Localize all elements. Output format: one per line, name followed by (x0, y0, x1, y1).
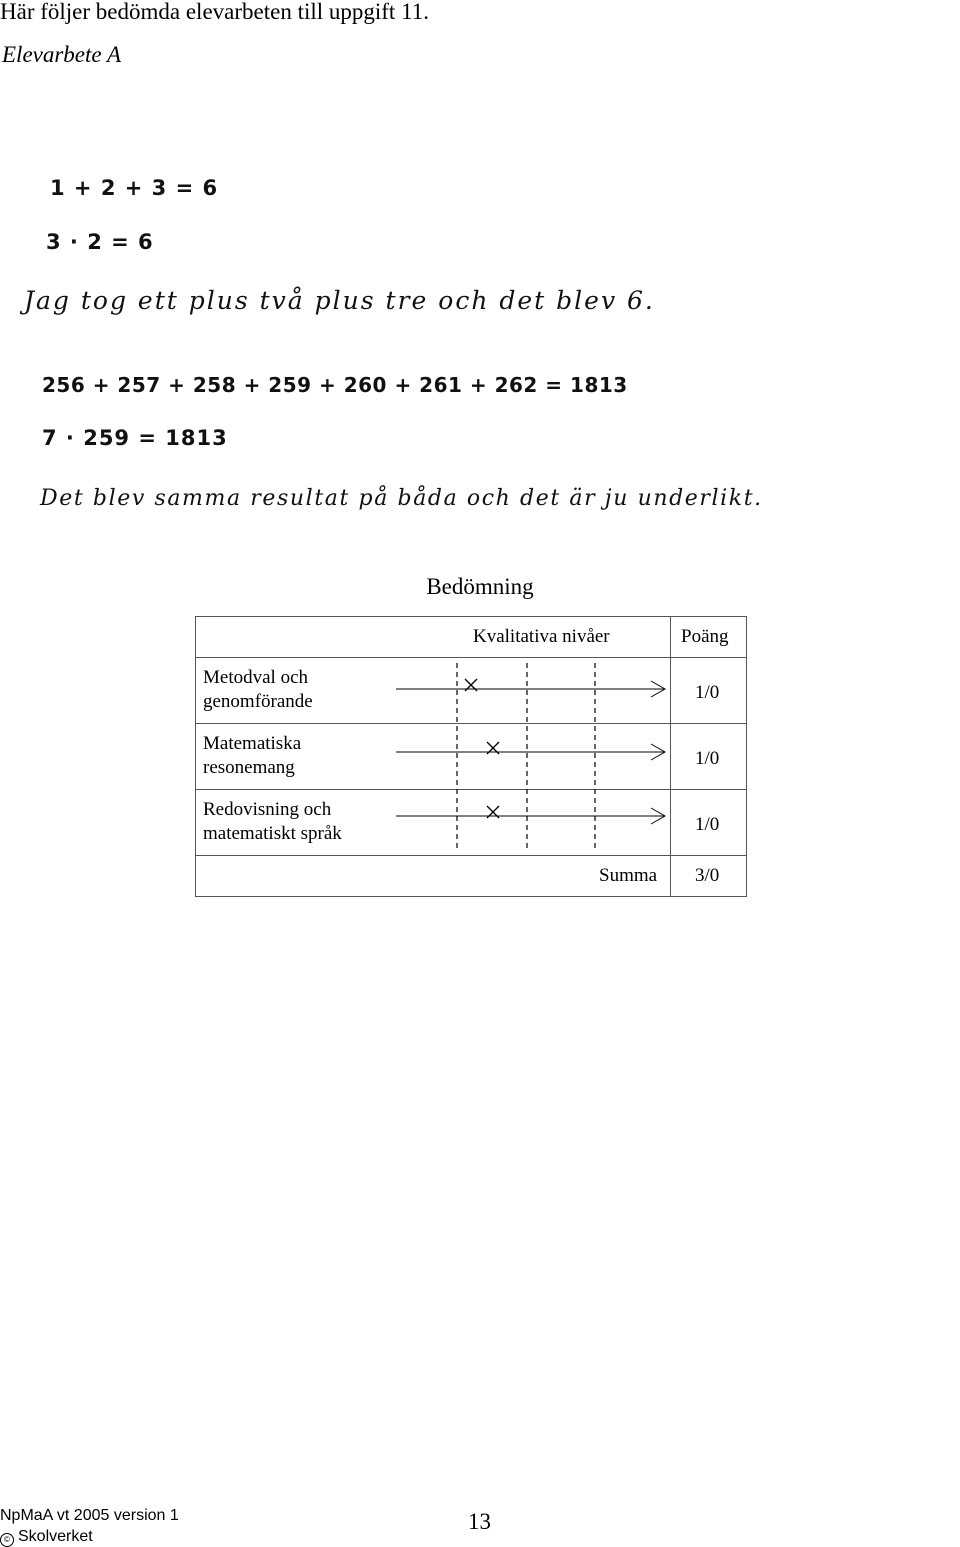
copyright-line (0, 1526, 179, 1547)
column-header-levels: Kvalitativa nivåer (473, 626, 610, 647)
intro-text: Här följer bedömda elevarbeten till uppgift 11. (0, 0, 429, 24)
sum-value: 3/0 (695, 865, 720, 886)
handwritten-sentence-1: Jag tog ett plus två plus tre och det blev 6. (24, 286, 655, 315)
row-label-method: Metodval och genomförande (203, 667, 313, 712)
copyright-holder: Skolverket (18, 1528, 93, 1545)
handwritten-equation-2: 3 · 2 = 6 (46, 230, 154, 254)
assessment-table (195, 616, 747, 897)
handwritten-sentence-2: Det blev samma resultat på båda och det är ju underlikt. (40, 486, 763, 511)
row-score-reasoning: 1/0 (695, 748, 720, 769)
sum-label: Summa (599, 865, 658, 886)
column-header-points: Poäng (681, 626, 729, 647)
handwritten-equation-1: 1 + 2 + 3 = 6 (50, 176, 219, 200)
page-footer (0, 1505, 179, 1547)
page-number: 13 (468, 1509, 491, 1534)
row-label-presentation: Redovisning och matematiskt språk (203, 799, 342, 844)
document-version: NpMaA vt 2005 version 1 (0, 1507, 179, 1524)
row-label-reasoning: Matematiska resonemang (203, 733, 302, 778)
row-score-method: 1/0 (695, 682, 720, 703)
assessment-title: Bedömning (426, 574, 534, 599)
handwritten-equation-4: 7 · 259 = 1813 (42, 426, 228, 450)
copyright-icon: © (0, 1533, 14, 1547)
row-score-presentation: 1/0 (695, 814, 720, 835)
handwritten-equation-3: 256 + 257 + 258 + 259 + 260 + 261 + 262 = 1813 (42, 373, 628, 397)
student-work-title: Elevarbete A (2, 42, 121, 67)
